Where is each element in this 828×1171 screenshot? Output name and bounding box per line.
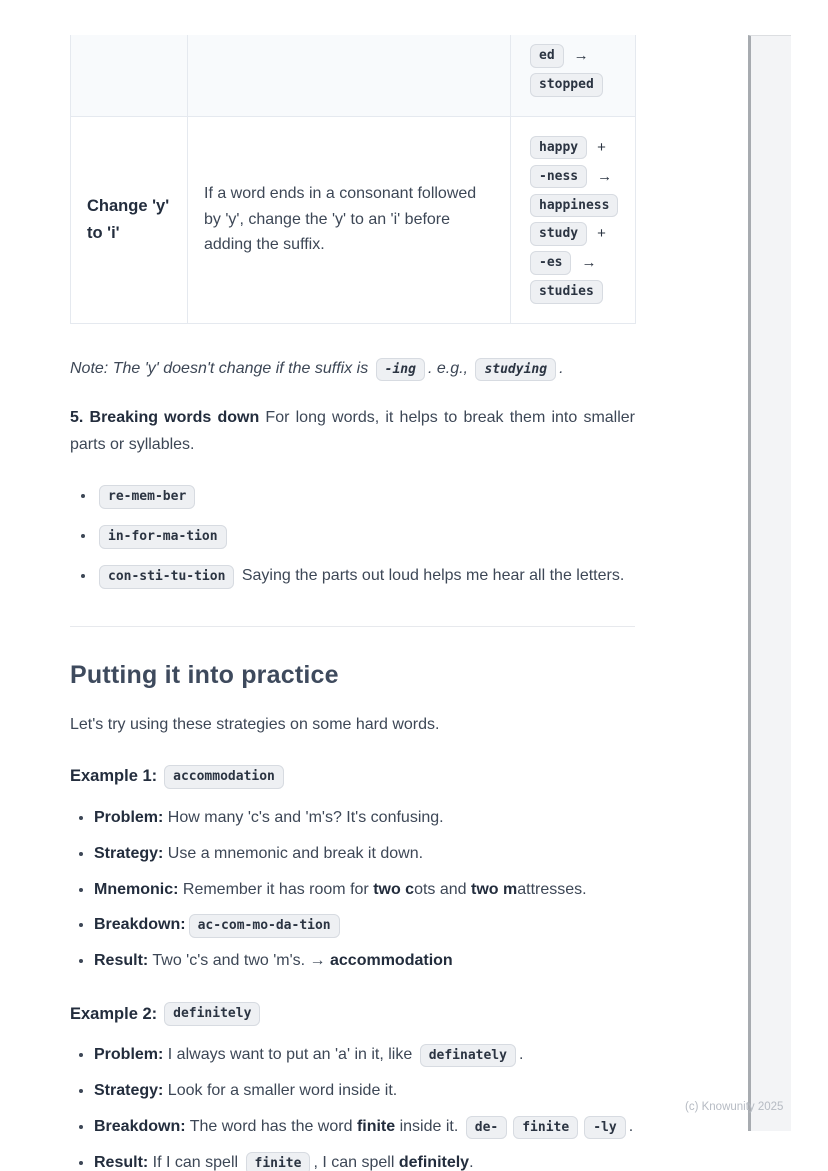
example1-title [70, 765, 635, 789]
text-segment: 5. Breaking words down [70, 409, 260, 427]
syllable-list [70, 482, 635, 590]
text-segment: definitely [398, 1153, 470, 1171]
example2-title [70, 1002, 635, 1026]
list-item [96, 562, 635, 589]
text-segment: Mnemonic: [94, 880, 179, 898]
example-line [527, 73, 619, 97]
spelling-rules-table [70, 35, 636, 324]
text-segment: . [559, 359, 564, 377]
text-segment: Saying the parts out loud helps me hear all the letters. [237, 567, 625, 585]
scrollbar[interactable] [748, 35, 791, 1131]
text-segment: Use a mnemonic and break it down. [163, 844, 424, 862]
text-segment: Strategy: [94, 1081, 164, 1099]
code-badge: -ness [530, 165, 587, 189]
list-item [94, 805, 635, 831]
list-item [94, 841, 635, 867]
text-segment: , I can spell [313, 1153, 399, 1171]
code-badge: accommodation [164, 765, 284, 789]
example-line [527, 251, 619, 275]
text-segment: I always want to put an 'a' in it, like [163, 1045, 417, 1063]
text-segment: Strategy: [94, 844, 164, 862]
arrow-symbol: → [573, 47, 589, 64]
text-segment: Remember it has room for [178, 880, 374, 898]
example1-label: Example 1: [70, 767, 158, 786]
text-segment: If I can spell [148, 1153, 243, 1171]
arrow-symbol: → [597, 167, 613, 185]
code-badge: studies [530, 280, 603, 304]
note-paragraph [70, 356, 635, 382]
table-row-partial [71, 35, 636, 116]
code-badge: studying [475, 358, 556, 382]
document-content [70, 35, 635, 1171]
code-badge: definately [420, 1044, 516, 1068]
code-badge: finite [513, 1116, 578, 1140]
text-segment: Result: [94, 952, 149, 970]
practice-intro: Let's try using these strategies on some hard words. [70, 715, 440, 733]
text-segment: finite [356, 1117, 396, 1135]
code-badge: happy [530, 136, 587, 160]
code-badge: -ly [584, 1116, 625, 1140]
list-item [94, 1042, 635, 1068]
code-badge: definitely [164, 1002, 260, 1026]
text-segment: accommodation [330, 952, 453, 970]
list-item [94, 1078, 635, 1104]
copyright-watermark: (c) Knowunity 2025 [685, 1101, 784, 1113]
rule-cell-empty [71, 35, 188, 116]
text-segment: two c [373, 880, 415, 898]
examples-cell [511, 35, 636, 116]
text-segment: Two 'c's and two 'm's. → [148, 952, 330, 970]
list-item [96, 482, 635, 509]
code-badge: con-sti-tu-tion [99, 565, 234, 589]
example1-list [70, 805, 635, 975]
list-item [94, 912, 635, 938]
rule-name: Change 'y' to 'i' [71, 116, 188, 323]
text-segment: The word has the word [185, 1117, 357, 1135]
code-badge: finite [246, 1152, 311, 1171]
code-badge: de- [466, 1116, 507, 1140]
text-segment: attresses. [517, 880, 587, 898]
example2-list [70, 1042, 635, 1171]
example-line [527, 280, 619, 304]
text-segment: Problem: [94, 808, 164, 826]
text-segment: Breakdown: [94, 916, 186, 934]
plus-symbol: + [597, 225, 606, 243]
text-segment: inside it. [395, 1117, 463, 1135]
code-badge: study [530, 222, 587, 246]
code-badge: -ing [376, 358, 425, 382]
code-badge: stopped [530, 73, 603, 97]
code-badge: re-mem-ber [99, 485, 195, 509]
code-badge: ed [530, 44, 564, 68]
example-line [527, 222, 619, 246]
text-segment: Note: The 'y' doesn't change if the suffix is [70, 359, 373, 377]
practice-heading: Putting it into practice [70, 660, 339, 689]
text-segment: . [518, 1045, 524, 1063]
code-badge: -es [530, 251, 571, 275]
text-segment: ots and [414, 880, 472, 898]
table-row-change-y-to-i [71, 116, 636, 323]
description-cell-empty [188, 35, 511, 116]
list-item [94, 1114, 635, 1140]
text-segment: Result: [94, 1153, 149, 1171]
arrow-symbol: → [581, 254, 597, 272]
example-line [527, 136, 619, 160]
plus-symbol: + [597, 138, 606, 156]
list-item [94, 948, 635, 974]
text-segment: Problem: [94, 1045, 164, 1063]
list-item [96, 522, 635, 549]
text-segment: How many 'c's and 'm's? It's confusing. [163, 808, 444, 826]
text-segment: Look for a smaller word inside it. [163, 1081, 398, 1099]
section-divider [70, 626, 635, 627]
examples-cell [511, 116, 636, 323]
list-item [94, 877, 635, 903]
text-segment: . [469, 1153, 474, 1171]
breaking-words-paragraph [70, 405, 635, 458]
example-line [527, 194, 619, 218]
text-segment: For long words, it helps to break them into smaller parts or syllables. [70, 409, 636, 453]
text-segment: Breakdown: [94, 1117, 186, 1135]
list-item [94, 1150, 635, 1171]
example-line [527, 165, 619, 189]
code-badge: happiness [530, 194, 618, 218]
code-badge: ac-com-mo-da-tion [189, 914, 340, 938]
text-segment: . [628, 1117, 634, 1135]
example2-label: Example 2: [70, 1004, 158, 1023]
rule-description: If a word ends in a consonant followed by 'y', change the 'y' to an 'i' before adding the suffix. [188, 116, 511, 323]
example-line [527, 44, 619, 68]
text-segment: . e.g., [427, 359, 473, 377]
text-segment: two m [471, 880, 518, 898]
code-badge: in-for-ma-tion [99, 525, 227, 549]
